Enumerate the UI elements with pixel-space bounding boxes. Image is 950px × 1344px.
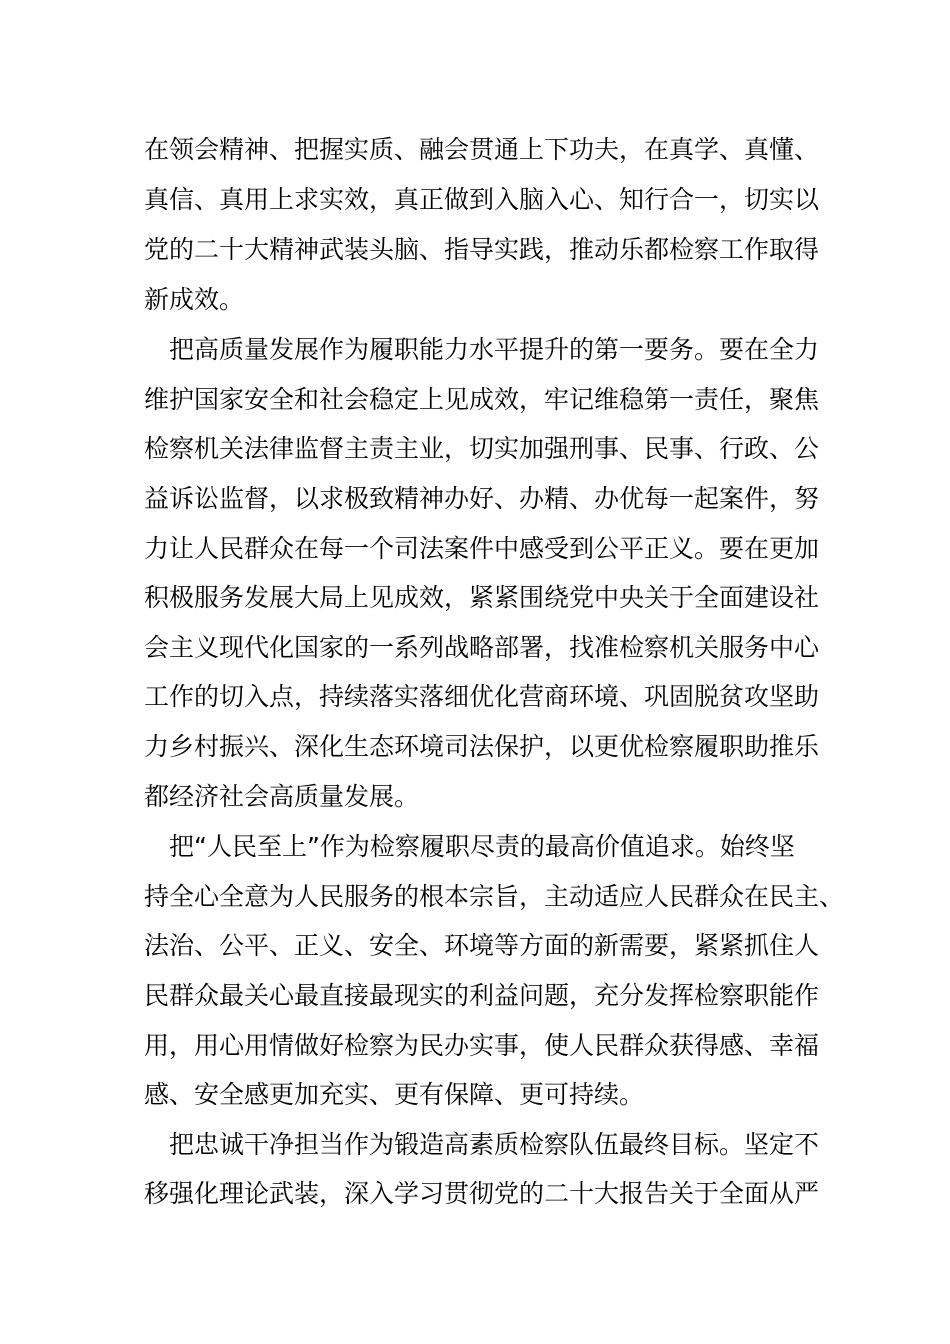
text-line: 新成效。 [144, 285, 245, 314]
text-line: 维护国家安全和社会稳定上见成效，牢记维稳第一责任，聚焦 [144, 385, 820, 414]
text-line: 民群众最关心最直接最现实的利益问题，充分发挥检察职能作 [144, 981, 820, 1010]
text-line: 真信、真用上求实效，真正做到入脑入心、知行合一，切实以 [144, 185, 820, 214]
text-line: 持全心全意为人民服务的根本宗旨，主动适应人民群众在民主、 [144, 882, 845, 911]
text-line: 力乡村振兴、深化生态环境司法保护，以更优检察履职助推乐 [144, 732, 820, 761]
text-line: 检察机关法律监督主责主业，切实加强刑事、民事、行政、公 [144, 434, 820, 463]
text-line: 会主义现代化国家的一系列战略部署，找准检察机关服务中心 [144, 633, 820, 662]
paragraph-start-line: 把高质量发展作为履职能力水平提升的第一要务。要在全力 [144, 335, 820, 364]
text-line: 用，用心用情做好检察为民办实事，使人民群众获得感、幸福 [144, 1031, 820, 1060]
text-line: 力让人民群众在每一个司法案件中感受到公平正义。要在更加 [144, 534, 820, 563]
text-line: 法治、公平、正义、安全、环境等方面的新需要，紧紧抓住人 [144, 931, 820, 960]
text-line: 移强化理论武装，深入学习贯彻党的二十大报告关于全面从严 [144, 1179, 820, 1208]
text-line: 积极服务发展大局上见成效，紧紧围绕党中央关于全面建设社 [144, 583, 820, 612]
text-line: 在领会精神、把握实质、融会贯通上下功夫，在真学、真懂、 [144, 135, 820, 164]
text-line: 党的二十大精神武装头脑、指导实践，推动乐都检察工作取得 [144, 235, 820, 264]
text-line: 工作的切入点，持续落实落细优化营商环境、巩固脱贫攻坚助 [144, 682, 820, 711]
text-line: 感、安全感更加充实、更有保障、更可持续。 [144, 1080, 645, 1109]
text-line: 都经济社会高质量发展。 [144, 782, 420, 811]
paragraph-start-line: 把忠诚干净担当作为锻造高素质检察队伍最终目标。坚定不 [144, 1130, 820, 1159]
paragraph-start-line: 把“人民至上”作为检察履职尽责的最高价值追求。始终坚 [144, 832, 795, 861]
text-line: 益诉讼监督，以求极致精神办好、办精、办优每一起案件，努 [144, 484, 820, 513]
